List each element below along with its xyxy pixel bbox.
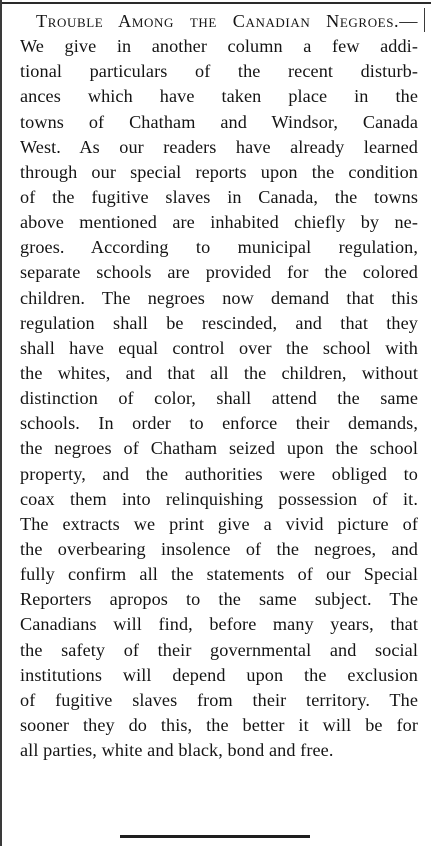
article-line: the safety of their governmental and social <box>20 639 418 660</box>
article-line: We give in another column a few addi- <box>20 36 418 57</box>
column-rule <box>0 0 2 846</box>
article-line: West. As our readers have already learned <box>20 136 418 157</box>
article-line: regulation shall be rescinded, and that they <box>20 312 418 333</box>
article-line: separate schools are provided for the colored <box>20 262 418 283</box>
article-line: sooner they do this, the better it will be for <box>20 714 418 735</box>
article-headline-line <box>20 9 418 34</box>
article-line: groes. According to municipal regulation, <box>20 237 418 258</box>
article-headline: Trouble Among the Canadian Negroes.— <box>36 11 418 31</box>
article-line: the overbearing insolence of the negroes, and <box>20 538 418 559</box>
article-line: schools. In order to enforce their demands, <box>20 413 418 434</box>
article-line: shall have equal control over the school with <box>20 337 418 358</box>
article-line: distinction of color, shall attend the same <box>20 388 418 409</box>
article-line: Reporters apropos to the same subject. The <box>20 589 418 610</box>
column-rule-right <box>424 8 425 32</box>
top-rule <box>0 2 431 4</box>
article-line: fully confirm all the statements of our Special <box>20 564 418 585</box>
article-line: tional particulars of the recent disturb- <box>20 61 418 82</box>
article-line: all parties, white and black, bond and free. <box>20 740 334 761</box>
article-line: of the fugitive slaves in Canada, the towns <box>20 186 418 207</box>
article-line: institutions will depend upon the exclusion <box>20 664 418 685</box>
article-line: the whites, and that all the children, without <box>20 362 418 383</box>
article <box>20 9 418 763</box>
article-line: coax them into relinquishing possession of it. <box>20 488 418 509</box>
article-line: The extracts we print give a vivid picture of <box>20 513 418 534</box>
article-line: above mentioned are inhabited chiefly by ne- <box>20 212 418 233</box>
article-line: towns of Chatham and Windsor, Canada <box>20 111 418 132</box>
article-line: through our special reports upon the condition <box>20 161 418 182</box>
article-line: children. The negroes now demand that this <box>20 287 418 308</box>
article-line: property, and the authorities were obliged to <box>20 463 418 484</box>
article-line: Canadians will find, before many years, that <box>20 614 418 635</box>
bottom-rule <box>120 835 310 838</box>
article-line: ances which have taken place in the <box>20 86 418 107</box>
article-line: the negroes of Chatham seized upon the school <box>20 438 418 459</box>
article-line: of fugitive slaves from their territory. The <box>20 689 418 710</box>
